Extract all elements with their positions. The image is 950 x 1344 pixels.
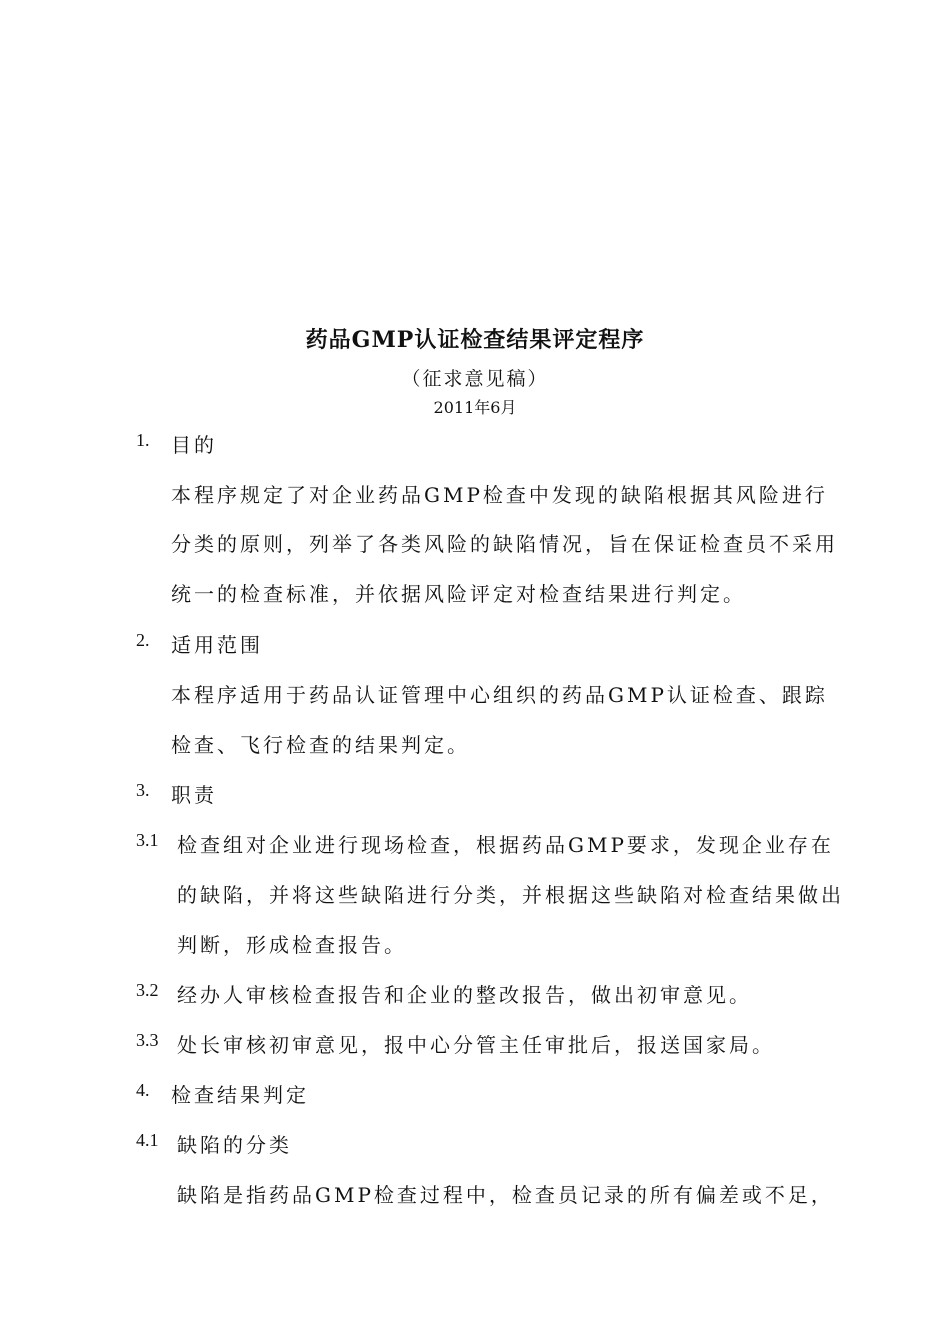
section-heading: 职责 [171,783,217,807]
paragraph-line: 检查、飞行检查的结果判定。 [171,733,470,757]
paragraph-line: 统一的检查标准，并依据风险评定对检查结果进行判定。 [171,582,746,606]
subsection-number: 4.1 [136,1130,159,1150]
section-number: 3. [136,780,150,800]
paragraph-line: 分类的原则，列举了各类风险的缺陷情况，旨在保证检查员不采用 [171,532,838,556]
subsection-number: 3.2 [136,980,159,1000]
section-number: 2. [136,630,150,650]
section-number: 1. [136,430,150,450]
paragraph-line: 的缺陷，并将这些缺陷进行分类，并根据这些缺陷对检查结果做出 [177,883,844,907]
document-title: 药品GMP认证检查结果评定程序 [305,327,645,353]
paragraph-line: 处长审核初审意见，报中心分管主任审批后，报送国家局。 [177,1033,775,1057]
paragraph-line: 检查组对企业进行现场检查，根据药品GMP要求，发现企业存在 [177,833,834,857]
section-number: 4. [136,1080,150,1100]
paragraph-line: 本程序规定了对企业药品GMP检查中发现的缺陷根据其风险进行 [171,483,828,507]
paragraph-line: 本程序适用于药品认证管理中心组织的药品GMP认证检查、跟踪 [171,683,828,707]
subsection-heading: 缺陷的分类 [177,1133,292,1157]
paragraph-line: 缺陷是指药品GMP检查过程中，检查员记录的所有偏差或不足， [177,1183,834,1207]
subsection-number: 3.3 [136,1030,159,1050]
section-heading: 适用范围 [171,633,263,657]
paragraph-line: 判断，形成检查报告。 [177,933,407,957]
document-subtitle: （征求意见稿） [401,368,549,390]
paragraph-line: 经办人审核检查报告和企业的整改报告，做出初审意见。 [177,983,752,1007]
section-heading: 目的 [171,433,217,457]
section-heading: 检查结果判定 [171,1083,309,1107]
subsection-number: 3.1 [136,830,159,850]
document-date: 2011年6月 [433,398,517,417]
